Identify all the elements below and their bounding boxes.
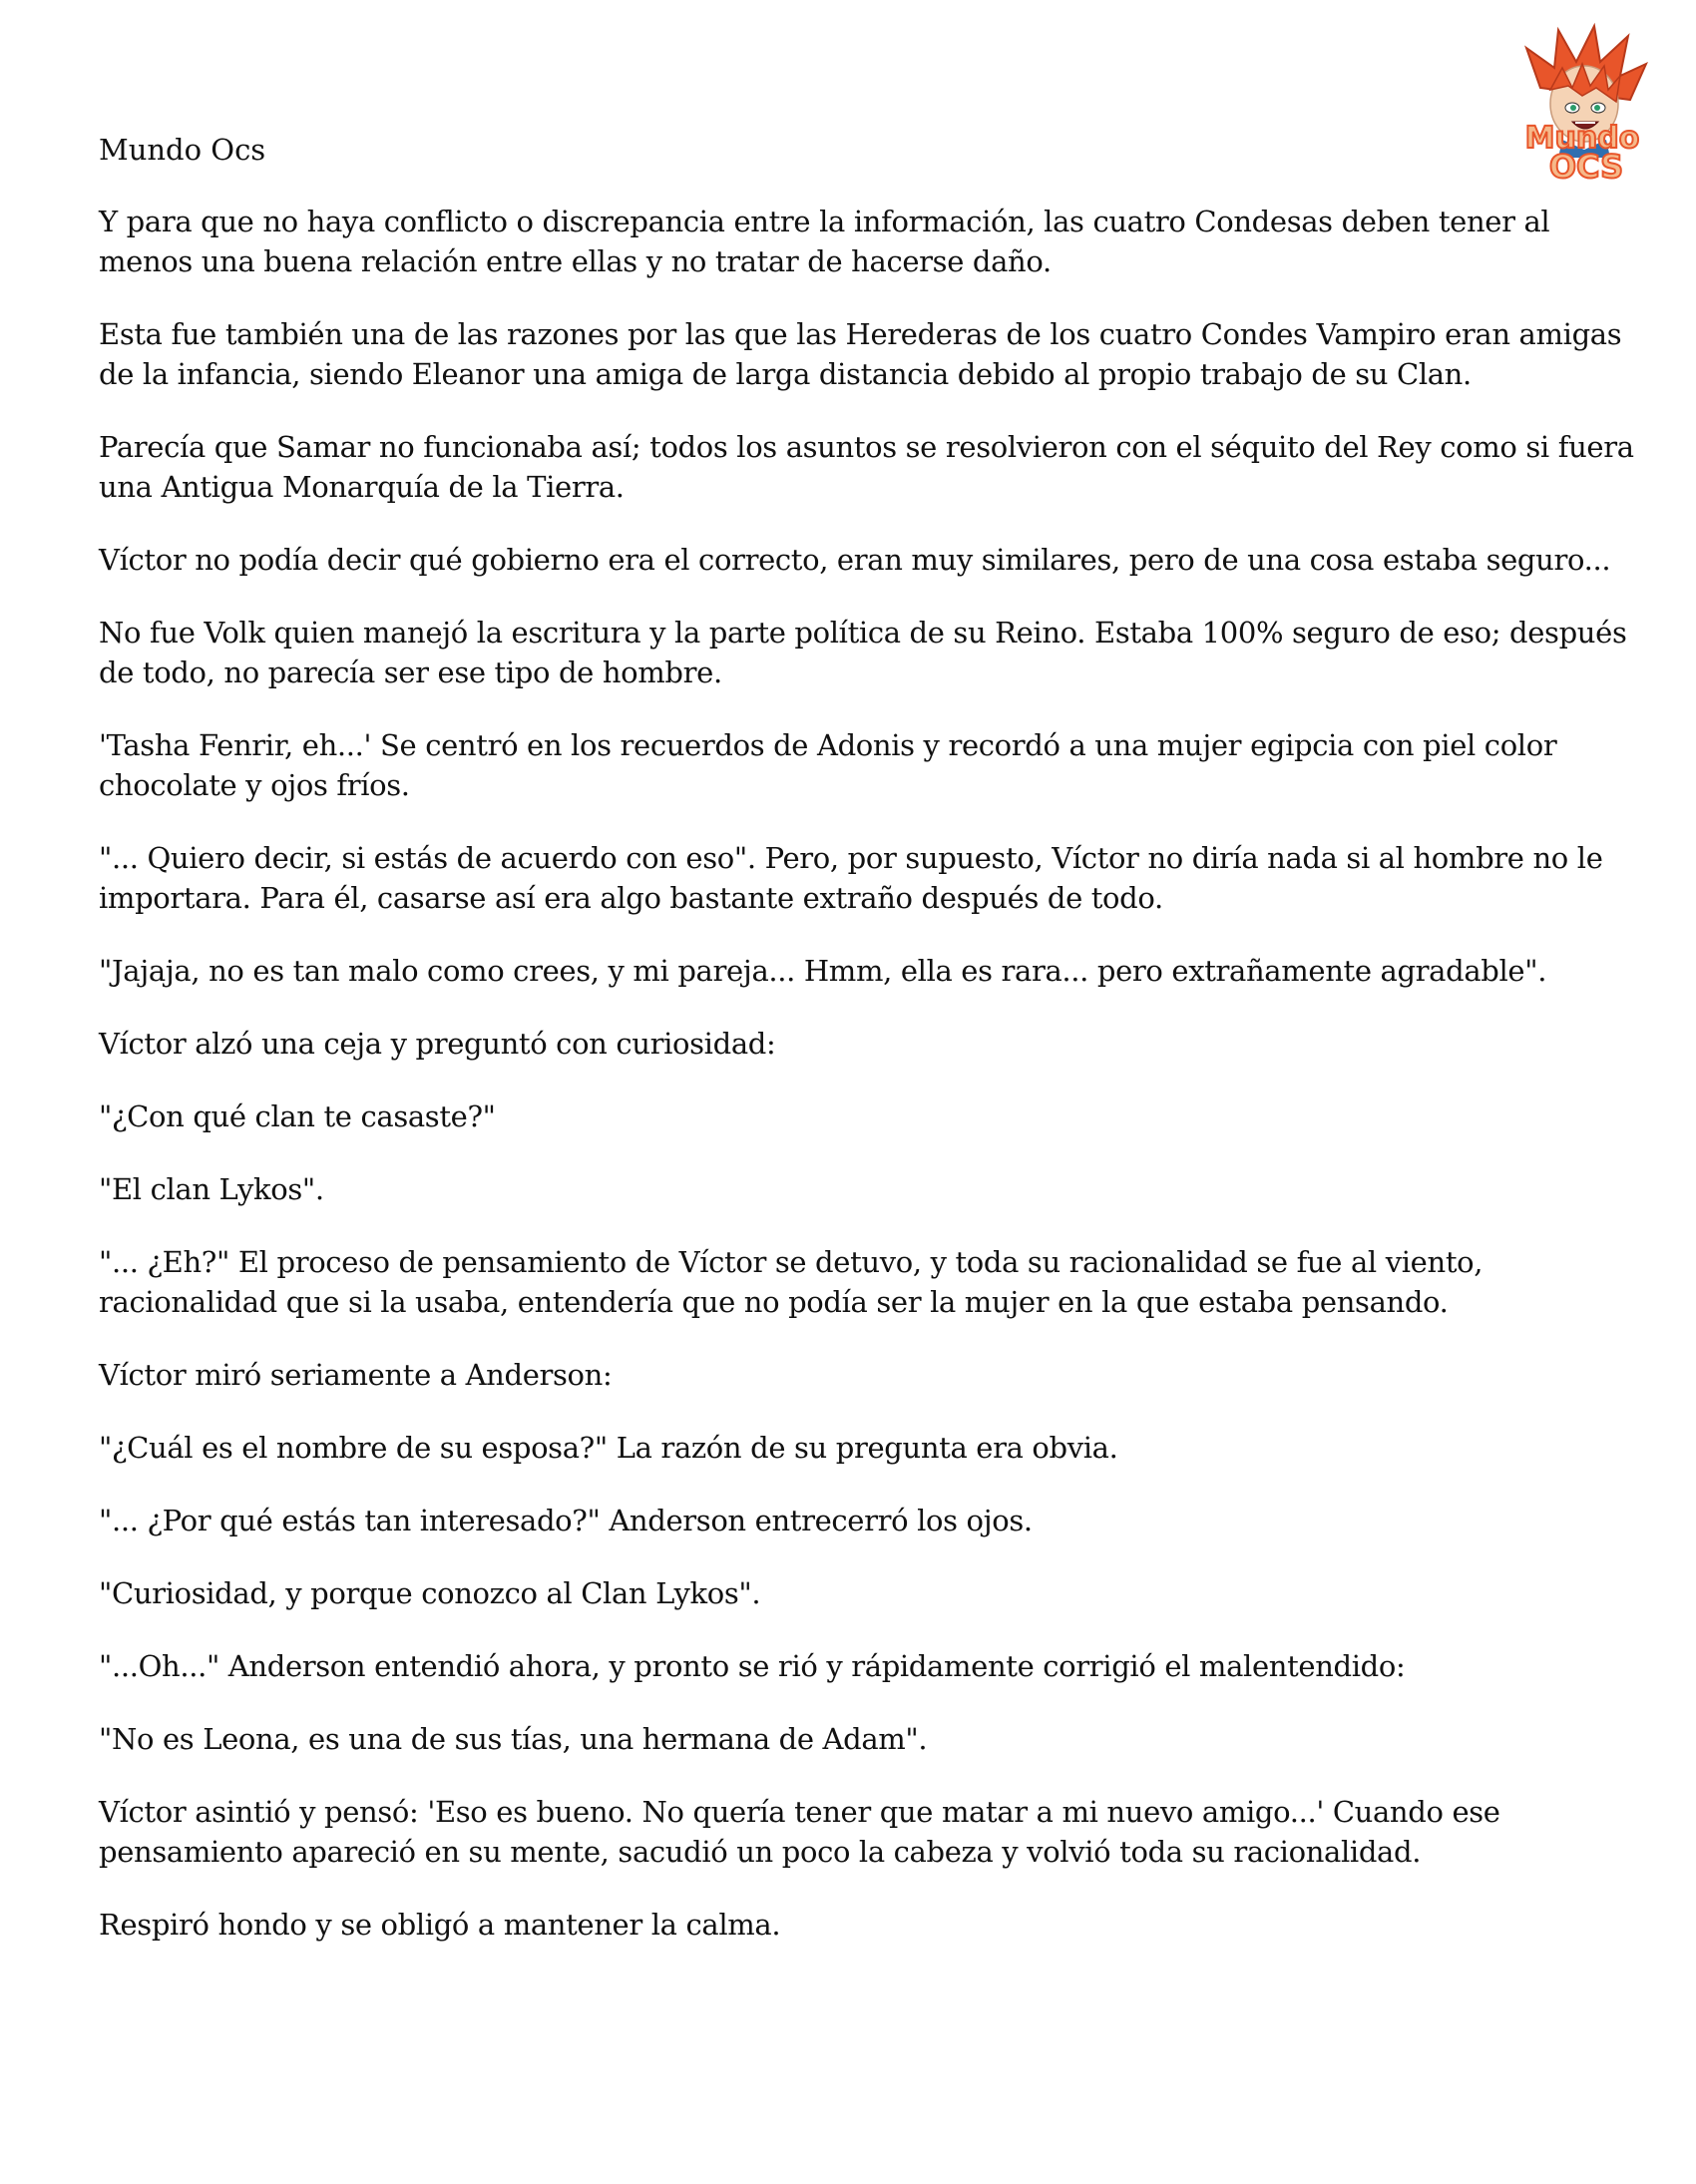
paragraph: "¿Con qué clan te casaste?" — [99, 1099, 496, 1133]
paragraph: "¿Cuál es el nombre de su esposa?" La razón de su pregunta era obvia. — [99, 1431, 1118, 1465]
paragraph: "El clan Lykos". — [99, 1172, 324, 1206]
paragraph: Víctor asintió y pensó: 'Eso es bueno. No quería tener que matar a mi nuevo amigo...' Cuando ese pensamiento apareció en su mente, sacudió un poco la cabeza y volvió toda su racionalidad. — [99, 1795, 1500, 1869]
document-body — [99, 130, 1635, 1977]
paragraph: Y para que no haya conflicto o discrepancia entre la información, las cuatro Condesas deben tener al menos una buena relación entre ellas y no tratar de hacerse daño. — [99, 205, 1550, 278]
paragraph: Esta fue también una de las razones por las que las Herederas de los cuatro Condes Vampiro eran amigas de la infancia, siendo Eleanor una amiga de larga distancia debido al propio trabajo de su Clan. — [99, 317, 1622, 391]
paragraph: 'Tasha Fenrir, eh...' Se centró en los recuerdos de Adonis y recordó a una mujer egipcia con piel color chocolate y ojos fríos. — [99, 728, 1557, 802]
logo-text-line-1: Mundo — [1524, 121, 1640, 156]
paragraph: "... ¿Por qué estás tan interesado?" Anderson entrecerró los ojos. — [99, 1504, 1033, 1537]
document-header: Mundo Ocs — [99, 133, 266, 167]
paragraph: "... Quiero decir, si estás de acuerdo con eso". Pero, por supuesto, Víctor no diría nada si al hombre no le importara. Para él, casarse así era algo bastante extraño después de todo. — [99, 841, 1603, 915]
paragraph: No fue Volk quien manejó la escritura y la parte política de su Reino. Estaba 100% seguro de eso; después de todo, no parecía ser ese tipo de hombre. — [99, 616, 1627, 689]
paragraph: Víctor miró seriamente a Anderson: — [99, 1358, 613, 1392]
paragraph: "...Oh..." Anderson entendió ahora, y pronto se rió y rápidamente corrigió el malentendido: — [99, 1649, 1406, 1683]
paragraph: "... ¿Eh?" El proceso de pensamiento de Víctor se detuvo, y toda su racionalidad se fue al viento, racionalidad que si la usaba, entendería que no podía ser la mujer en la que estaba pensando. — [99, 1245, 1484, 1319]
paragraph: "Curiosidad, y porque conozco al Clan Lykos". — [99, 1576, 761, 1610]
paragraph: Parecía que Samar no funcionaba así; todos los asuntos se resolvieron con el séquito del Rey como si fuera una Antigua Monarquía de la Tierra. — [99, 430, 1634, 504]
logo-text-line-2: OCS — [1548, 148, 1624, 186]
paragraph: Víctor no podía decir qué gobierno era el correcto, eran muy similares, pero de una cosa estaba seguro... — [99, 543, 1611, 577]
paragraph: Respiró hondo y se obligó a mantener la calma. — [99, 1908, 781, 1942]
paragraph: "No es Leona, es una de sus tías, una hermana de Adam". — [99, 1722, 928, 1756]
paragraph: Víctor alzó una ceja y preguntó con curiosidad: — [99, 1027, 776, 1061]
paragraph: "Jajaja, no es tan malo como crees, y mi pareja... Hmm, ella es rara... pero extrañamente agradable". — [99, 954, 1547, 988]
